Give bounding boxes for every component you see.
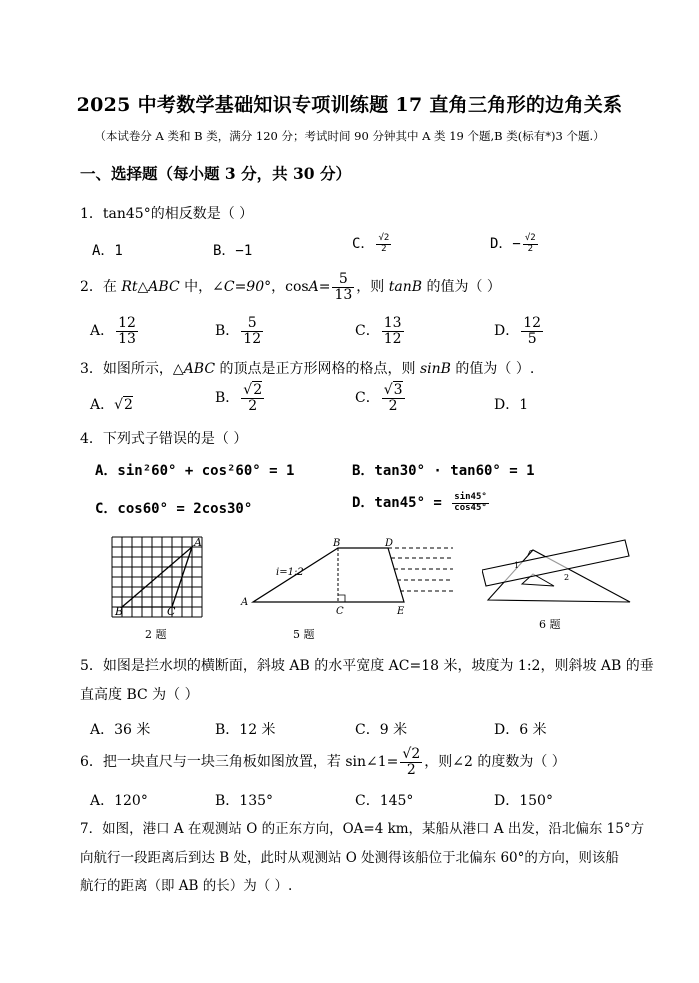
- q2-option-d: D． $\frac{12}{5}$: [494, 315, 542, 347]
- q4-option-c: C．cos60° = 2cos30°: [95, 501, 253, 517]
- q7-line3: 航行的距离（即 AB 的长）为（ ）.: [80, 878, 293, 894]
- q4-option-b: B．tan30° · tan60° = 1: [352, 463, 535, 479]
- q6-option-a: A．120°: [90, 793, 148, 809]
- q2-stem: 2．在 Rt△ABC 中，∠C=90°，cosA= $\frac{5}{13}$ ，则 tanB 的值为（ ）: [80, 271, 501, 303]
- q1-option-b: B．−1: [213, 243, 253, 259]
- q3-option-c: C． $\frac{√3}{2}$: [355, 382, 403, 414]
- angle-1-label: 1: [514, 561, 520, 570]
- label-a: A: [194, 536, 202, 549]
- q1-stem: 1．tan45°的相反数是（ ）: [80, 206, 254, 222]
- q5-line2: 直高度 BC 为（ ）: [80, 687, 199, 703]
- label-e: E: [397, 606, 405, 617]
- q3-option-d: D．1: [494, 397, 529, 413]
- q5-option-a: A．36 米: [90, 722, 151, 738]
- q2-option-b: B． $\frac{5}{12}$: [215, 315, 262, 347]
- figure-caption: 5 题: [293, 628, 315, 641]
- q1-option-a: A．1: [92, 243, 123, 259]
- q3-stem: 3．如图所示，△ABC 的顶点是正方形网格的格点，则 sinB 的值为（ ）.: [80, 361, 535, 377]
- q1-option-d: D．− $\frac{√2}{2}$: [490, 233, 536, 254]
- water-lines: [388, 548, 453, 591]
- label-b: B: [333, 538, 341, 549]
- page-title: 2025 中考数学基础知识专项训练题 17 直角三角形的边角关系: [76, 94, 623, 116]
- label-d: D: [385, 538, 394, 549]
- q7-line2: 向航行一段距离后到达 B 处，此时从观测站 O 处测得该船位于北偏东 60°的方向，则该船: [80, 850, 619, 866]
- figure-6-ruler-triangle: [482, 532, 634, 637]
- exam-note: （本试卷分 A 类和 B 类，满分 120 分；考试时间 90 分钟其中 A 类 19 个题,B 类(标有*)3 个题.）: [94, 129, 605, 143]
- q6-option-d: D．150°: [494, 793, 553, 809]
- label-c: C: [167, 605, 176, 618]
- q4-option-a: A．sin²60° + cos²60° = 1: [95, 463, 295, 479]
- figure-caption: 2 题: [145, 628, 167, 641]
- slope-label: i=1:2: [276, 567, 304, 578]
- ruler: [482, 540, 629, 586]
- q7-line1: 7．如图，港口 A 在观测站 O 的正东方向，OA=4 km，某船从港口 A 出发，沿北偏东 15°方: [80, 821, 645, 837]
- q5-option-b: B．12 米: [215, 722, 276, 738]
- angle-2-label: 2: [564, 573, 570, 582]
- label-a: A: [241, 597, 249, 608]
- section-heading: 一、选择题（每小题 3 分，共 30 分）: [80, 164, 351, 183]
- label-c: C: [336, 606, 344, 617]
- q6-option-b: B．135°: [215, 793, 274, 809]
- q1-option-c: C． $\frac{√2}{2}$: [352, 233, 390, 254]
- q3-option-b: B． $\frac{√2}{2}$: [215, 382, 263, 414]
- figure-caption: 6 题: [539, 618, 561, 631]
- q5-option-c: C．9 米: [355, 722, 408, 738]
- figure-5-dam: [238, 532, 460, 647]
- q5-option-d: D．6 米: [494, 722, 547, 738]
- figure-2-grid: [105, 532, 215, 647]
- q6-stem: 6．把一块直尺与一块三角板如图放置，若 sin∠1= $\frac{√2}{2}$ ，则∠2 的度数为（ ）: [80, 746, 566, 778]
- label-b: B: [115, 605, 124, 618]
- q2-option-a: A． $\frac{12}{13}$: [90, 315, 136, 347]
- q4-option-d: D．tan45° = $\frac{\sin 45^\circ}{\cos 45^\circ}$: [352, 492, 487, 513]
- q4-stem: 4．下列式子错误的是（ ）: [80, 431, 248, 447]
- q3-option-a: A．√2: [90, 397, 133, 413]
- q5-line1: 5．如图是拦水坝的横断面，斜坡 AB 的水平宽度 AC=18 米，坡度为 1:2，则斜坡 AB 的垂: [80, 658, 654, 674]
- q2-option-c: C． $\frac{13}{12}$: [355, 315, 402, 347]
- q6-option-c: C．145°: [355, 793, 414, 809]
